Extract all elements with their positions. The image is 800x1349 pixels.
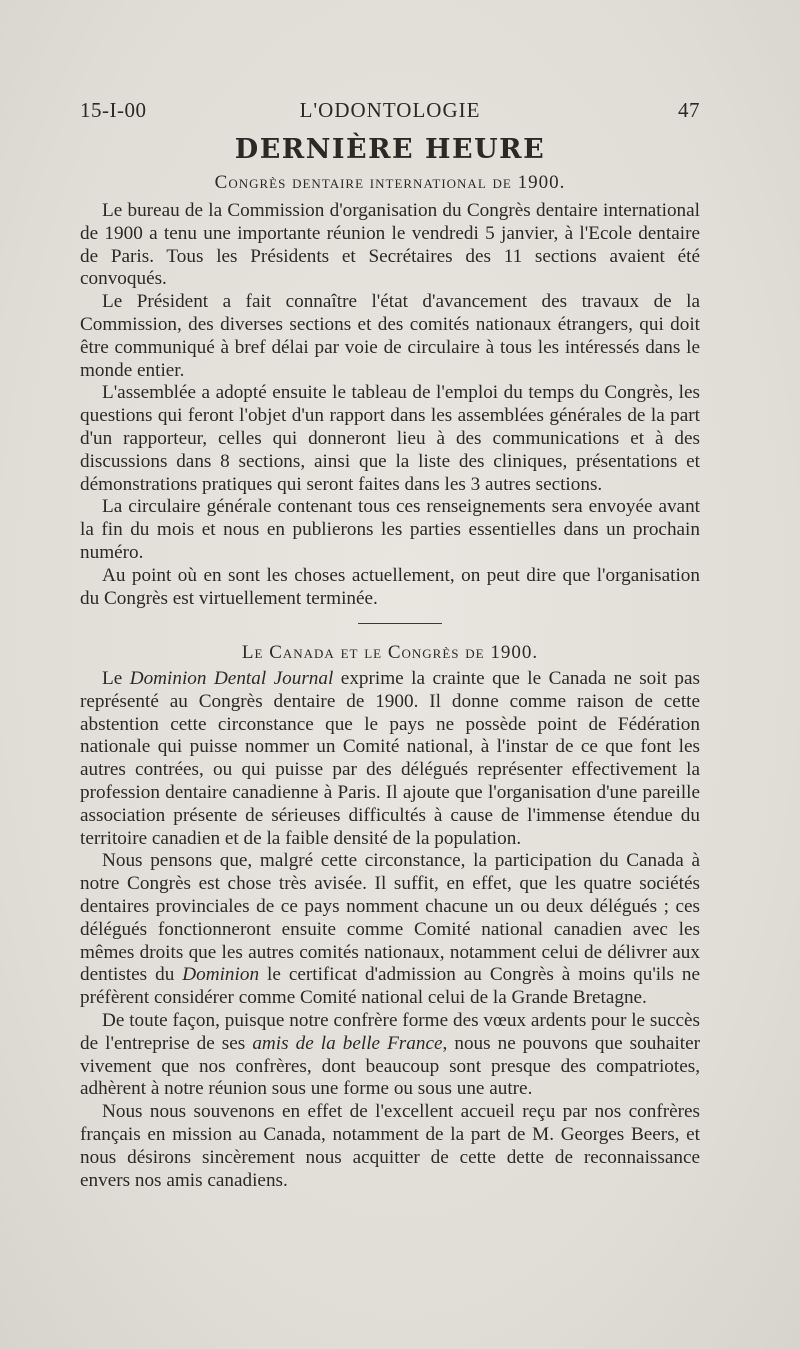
section-body-canada [80,668,700,1192]
dominion-italic: Dominion [182,964,260,986]
paragraph [80,850,700,1010]
journal-title-italic: Dominion Dental Journal [129,668,334,689]
text-run: De toute façon, puisque notre confrère forme des vœux ardents pour le succès de l'entreprise de ses [80,1009,700,1054]
main-title: DERNIÈRE HEURE [234,134,546,165]
text-run: Le [102,668,130,689]
section-body-congres [80,200,700,610]
running-head [80,98,700,128]
journal-name: L'ODONTOLOGIE [299,98,481,122]
paragraph [80,1010,700,1101]
paragraph: L'assemblée a adopté ensuite le tableau de l'emploi du temps du Congrès, les questions qui feront l'objet d'un rapport dans les assemblées générales de la part d'un rapporteur, celles qui donneront lieu à des communications et à des discussions dans 8 sections, ainsi que la liste des cliniques, présentations et démonstrations pratiques qui seront faites dans les 3 autres sections. [80,382,700,495]
section-title-congres: Congrès dentaire international de 1900. [214,172,566,193]
paragraph: Le bureau de la Commission d'organisation du Congrès dentaire international de 1900 a tenu une importante réunion le vendredi 5 janvier, à l'Ecole dentaire de Paris. Tous les Présidents et Secrétaires des 11 sections avaient été convoqués. [80,200,700,290]
text-run: le certificat d'admission au Congrès à moins qu'ils ne préfèrent considérer comme Comité national celui de la Grande Bretagne. [80,964,700,1009]
issue-date: 15-I-00 [80,98,147,122]
section-divider [358,623,442,624]
paragraph: Nous nous souvenons en effet de l'excellent accueil reçu par nos confrères français en mission au Canada, notamment de la part de M. Georges Beers, et nous désirons sincèrement nous acquitter de cette dette de reconnaissance envers nos amis canadiens. [80,1101,700,1191]
text-run: , nous ne pouvons que souhaiter vivement que nos confrères, dont beaucoup sont presque des compatriotes, adhèrent à notre réunion sous une forme ou sous une autre. [80,1032,700,1100]
page-number: 47 [678,98,700,122]
section-title-canada: Le Canada et le Congrès de 1900. [241,642,539,663]
paragraph: La circulaire générale contenant tous ces renseignements sera envoyée avant la fin du mois et nous en publierons les parties essentielles dans un prochain numéro. [80,496,700,563]
paragraph: Le Président a fait connaître l'état d'avancement des travaux de la Commission, des diverses sections et des comités nationaux étrangers, qui doit être communiqué à bref délai par voie de circulaire à tous les intéressés dans le monde entier. [80,291,700,381]
text-run: Nous pensons que, malgré cette circonstance, la participation du Canada à notre Congrès est chose très avisée. Il suffit, en effet, que les quatre sociétés dentaires provinciales de ce pays nomment chacune un ou deux délégués ; ces délégués fonctionneront ensuite comme Comité national canadien avec les mêmes droits que les autres comités nationaux, notamment celui de délivrer aux dentistes du [80,850,700,986]
text-run: exprime la crainte que le Canada ne soit pas représenté au Congrès dentaire de 1900. Il donne comme raison de cette abstention cette circonstance que le pays ne possède point de Fédération nationale qui puisse nommer un Comité national, à l'instar de ce que font les autres contrées, ou qui puisse par des délégués représenter effectivement la profession dentaire canadienne à Paris. Il ajoute que l'organisation d'une pareille association présente de sérieuses difficultés à cause de l'immense étendue du territoire canadien et de la faible densité de la population. [80,668,700,849]
paragraph [80,668,700,850]
paragraph: Au point où en sont les choses actuellement, on peut dire que l'organisation du Congrès est virtuellement terminée. [80,564,700,609]
quote-italic: amis de la belle France [252,1032,443,1054]
